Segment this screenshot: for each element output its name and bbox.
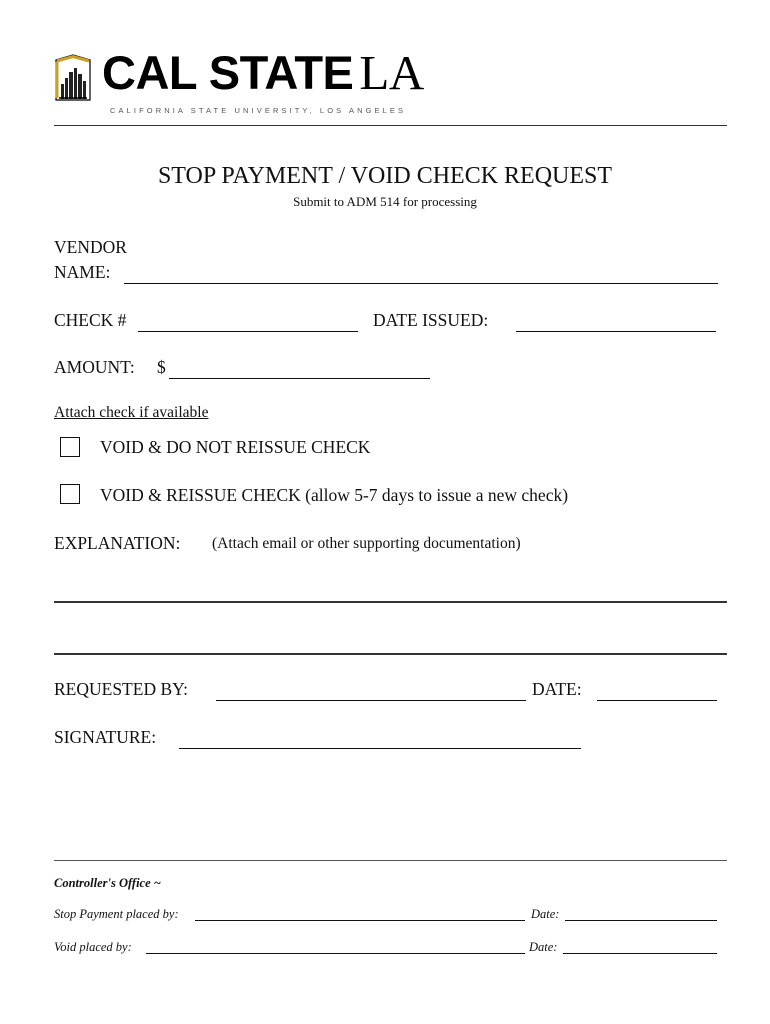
- signature-field[interactable]: [179, 731, 581, 749]
- requested-date-label: DATE:: [532, 679, 582, 699]
- void-reissue-label: VOID & REISSUE CHECK (allow 5-7 days to issue a new check): [100, 485, 569, 505]
- office-divider: [54, 860, 727, 861]
- cal-state-la-logo-icon: [53, 54, 93, 104]
- stop-payment-placed-by-field[interactable]: [195, 907, 525, 921]
- signature-label: SIGNATURE:: [54, 727, 157, 747]
- logo-subtitle: CALIFORNIA STATE UNIVERSITY, LOS ANGELES: [110, 106, 407, 115]
- void-placed-by-label: Void placed by:: [54, 940, 132, 954]
- check-number-label: CHECK #: [54, 310, 127, 330]
- controllers-office-heading: Controller's Office ~: [54, 876, 161, 890]
- amount-currency: $: [157, 357, 166, 377]
- explanation-line-1[interactable]: [54, 601, 727, 603]
- amount-label: AMOUNT:: [54, 357, 135, 377]
- stop-payment-date-label: Date:: [531, 907, 560, 921]
- form-subtitle: Submit to ADM 514 for processing: [293, 194, 477, 209]
- vendor-name-field[interactable]: [124, 266, 718, 284]
- attach-check-note: Attach check if available: [54, 404, 209, 421]
- logo-wordmark: CAL STATE LA: [102, 45, 424, 100]
- check-number-field[interactable]: [138, 314, 358, 332]
- void-date-label: Date:: [529, 940, 558, 954]
- explanation-line-2[interactable]: [54, 653, 727, 655]
- amount-field[interactable]: [169, 361, 430, 379]
- requested-by-label: REQUESTED BY:: [54, 679, 189, 699]
- vendor-label: VENDOR: [54, 237, 127, 257]
- header-divider: [54, 125, 727, 126]
- void-date-field[interactable]: [563, 940, 717, 954]
- stop-payment-date-field[interactable]: [565, 907, 717, 921]
- void-placed-by-field[interactable]: [146, 940, 525, 954]
- stop-payment-placed-by-label: Stop Payment placed by:: [54, 907, 179, 921]
- requested-date-field[interactable]: [597, 683, 717, 701]
- requested-by-field[interactable]: [216, 683, 526, 701]
- name-label: NAME:: [54, 262, 111, 282]
- date-issued-label: DATE ISSUED:: [373, 310, 489, 330]
- void-no-reissue-checkbox[interactable]: [60, 437, 80, 457]
- explanation-label: EXPLANATION:: [54, 533, 181, 553]
- date-issued-field[interactable]: [516, 314, 716, 332]
- explanation-note: (Attach email or other supporting documentation): [212, 535, 521, 552]
- void-reissue-checkbox[interactable]: [60, 484, 80, 504]
- void-no-reissue-label: VOID & DO NOT REISSUE CHECK: [100, 437, 371, 457]
- form-title: STOP PAYMENT / VOID CHECK REQUEST: [157, 163, 613, 189]
